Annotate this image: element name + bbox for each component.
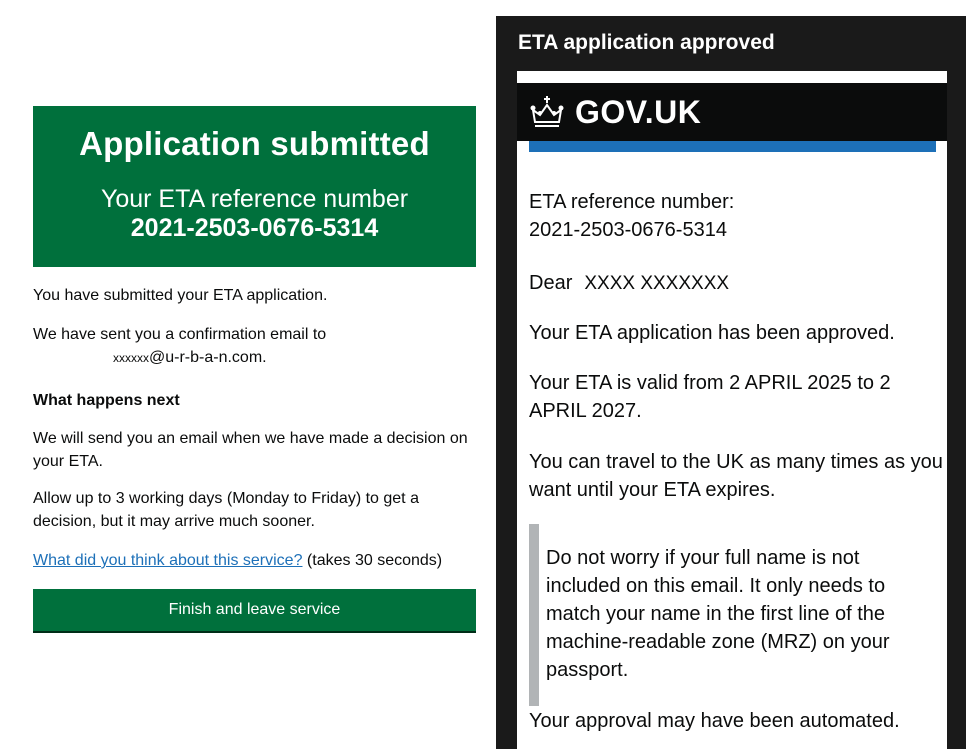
email-reference-number: 2021-2503-0676-5314 <box>529 219 727 241</box>
email-address <box>33 346 326 370</box>
email-body <box>517 71 947 749</box>
confirmation-panel <box>33 106 476 267</box>
email-reference-label: ETA reference number: <box>529 191 735 213</box>
confirmation-email-text <box>33 323 326 370</box>
panel-title: Application submitted <box>79 125 430 162</box>
validity-text: Your ETA is valid from 2 APRIL 2025 to 2 APRIL 2027. <box>529 372 891 422</box>
inset-border <box>529 524 539 706</box>
email-redacted: xxxxxx <box>113 351 149 365</box>
confirmation-email-line: We have sent you a confirmation email to <box>33 326 327 343</box>
email-screenshot <box>496 16 966 749</box>
greeting-name-redacted: XXXX XXXXXXX <box>584 273 730 294</box>
header-blue-bar <box>529 141 936 152</box>
email-greeting <box>529 269 729 298</box>
govuk-logo-text: GOV.UK <box>575 93 702 130</box>
email-domain: @u-r-b-a-n.com. <box>149 349 267 366</box>
inset-text: Do not worry if your full name is not included on this email. It only needs to match your name in the first line of the machine-readable zone (MRZ) on your passport. <box>546 547 890 681</box>
crown-icon <box>527 92 567 132</box>
govuk-header <box>517 83 947 141</box>
email-reference <box>529 188 734 244</box>
feedback-line <box>33 549 442 572</box>
reference-label: Your ETA reference number <box>100 185 409 213</box>
feedback-duration: (takes 30 seconds) <box>302 552 443 569</box>
reference-number: 2021-2503-0676-5314 <box>130 214 379 242</box>
inset-notice <box>529 524 929 706</box>
finish-and-leave-button[interactable]: Finish and leave service <box>33 589 476 631</box>
what-happens-next-heading: What happens next <box>33 392 180 409</box>
allow-time-text: Allow up to 3 working days (Monday to Friday) to get a decision, but it may arrive much sooner. <box>33 490 419 530</box>
decision-text: We will send you an email when we have made a decision on your ETA. <box>33 430 468 470</box>
automated-text: Your approval may have been automated. <box>529 710 900 732</box>
feedback-survey-link[interactable]: What did you think about this service? <box>33 552 303 569</box>
confirmation-page <box>33 106 476 618</box>
approved-text: Your ETA application has been approved. <box>529 322 895 344</box>
submitted-text: You have submitted your ETA application. <box>33 287 328 304</box>
email-subject: ETA application approved <box>518 31 775 54</box>
greeting-dear: Dear <box>529 272 573 294</box>
travel-text: You can travel to the UK as many times as you want until your ETA expires. <box>529 451 943 501</box>
